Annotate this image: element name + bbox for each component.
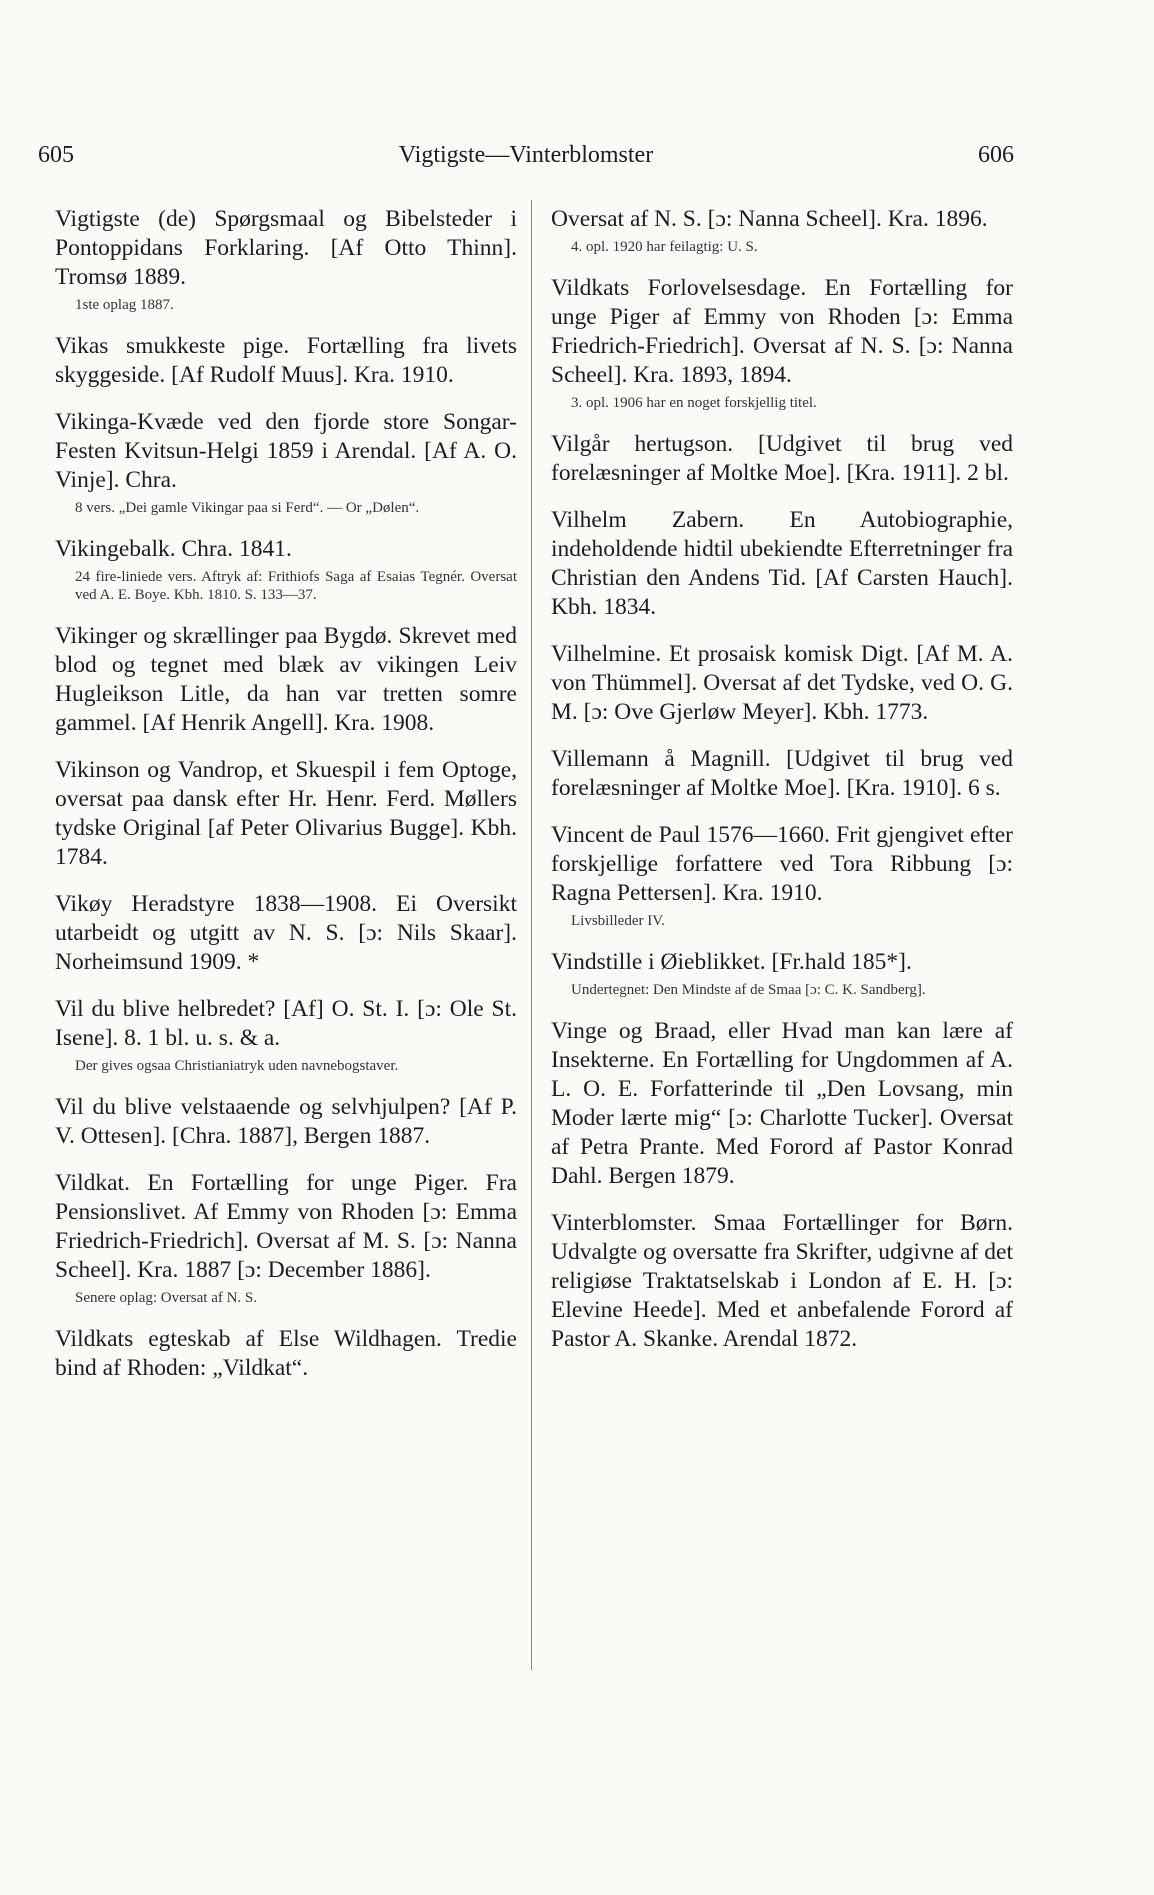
- entry-text: Vil du blive velstaaende og selvhjulpen? [Af P. V. Ottesen]. [Chra. 1887], Bergen 1887.: [55, 1094, 517, 1149]
- entry-text: Vilgår hertugson. [Udgivet til brug ved forelæsninger af Moltke Moe]. [Kra. 1911]. 2 bl.: [551, 431, 1013, 486]
- entry-note: 1ste oplag 1887.: [75, 297, 174, 313]
- entry-text: Vinterblomster. Smaa Fortællinger for Børn. Udvalgte og oversatte fra Skrifter, udgivne af det religiøse Traktatselskab i London af E. H. [ɔ: Elevine Heede]. Med et anbefalende Forord af Pastor A. Skanke. Arendal 1872.: [551, 1210, 1013, 1352]
- catalog-entry: [55, 1093, 517, 1151]
- entry-note: Undertegnet: Den Mindste af de Smaa [ɔ: C. K. Sandberg].: [571, 982, 926, 998]
- entry-text: Vilhelm Zabern. En Autobiographie, indeholdende hidtil ubekiendte Efterretninger fra Christian den Andens Tid. [Af Carsten Hauch]. Kbh. 1834.: [551, 507, 1013, 620]
- entry-note: Senere oplag: Oversat af N. S.: [75, 1290, 258, 1306]
- catalog-entry: [551, 745, 1013, 803]
- entry-text: Vildkats Forlovelsesdage. En Fortælling for unge Piger af Emmy von Rhoden [ɔ: Emma Friedrich-Friedrich]. Oversat af N. S. [ɔ: Nanna Scheel]. Kra. 1893, 1894.: [551, 275, 1013, 388]
- entry-text: Vikingebalk. Chra. 1841.: [55, 536, 292, 562]
- entry-text: Vikas smukkeste pige. Fortælling fra livets skyggeside. [Af Rudolf Muus]. Kra. 1910.: [55, 333, 517, 388]
- entry-text: Vikinson og Vandrop, et Skuespil i fem Optoge, oversat paa dansk efter Hr. Henr. Ferd. Møllers tydske Original [af Peter Olivarius Bugge]. Kbh. 1784.: [55, 757, 517, 870]
- catalog-entry: [55, 535, 517, 604]
- entry-text: Vigtigste (de) Spørgsmaal og Bibelsteder i Pontoppidans Forklaring. [Af Otto Thinn]. Tromsø 1889.: [55, 206, 517, 290]
- catalog-entry: [55, 205, 517, 314]
- catalog-entry: [55, 1325, 517, 1383]
- column-divider: [531, 200, 532, 1670]
- entry-note: 8 vers. „Dei gamle Vikingar paa si Ferd“. — Or „Dølen“.: [75, 500, 420, 516]
- entry-note: 24 fire-liniede vers. Aftryk af: Frithiofs Saga af Esaias Tegnér. Oversat ved A. E. Boye. Kbh. 1810. S. 133—37.: [75, 569, 517, 603]
- catalog-entry: [551, 1017, 1013, 1191]
- catalog-entry: [55, 756, 517, 872]
- entry-text: Vildkat. En Fortælling for unge Piger. Fra Pensionslivet. Af Emmy von Rhoden [ɔ: Emma Friedrich-Friedrich]. Oversat af M. S. [ɔ: Nanna Scheel]. Kra. 1887 [ɔ: December 1886].: [55, 1170, 517, 1283]
- entry-text: Vincent de Paul 1576—1660. Frit gjengivet efter forskjellige forfattere ved Tora Ribbung [ɔ: Ragna Pettersen]. Kra. 1910.: [551, 822, 1013, 906]
- catalog-entry: [55, 1169, 517, 1307]
- entry-note: Livsbilleder IV.: [571, 913, 665, 929]
- right-column: [551, 205, 1013, 1372]
- catalog-entry: [551, 948, 1013, 999]
- catalog-entry: [551, 205, 1013, 256]
- catalog-entry: [55, 408, 517, 517]
- catalog-entry: [55, 995, 517, 1075]
- catalog-entry: [551, 430, 1013, 488]
- entry-text: Vikinga-Kvæde ved den fjorde store Songar-Festen Kvitsun-Helgi 1859 i Arendal. [Af A. O. Vinje]. Chra.: [55, 409, 517, 493]
- entry-text: Vindstille i Øieblikket. [Fr.hald 185*].: [551, 949, 912, 975]
- entry-note: 3. opl. 1906 har en noget forskjellig titel.: [571, 395, 817, 411]
- catalog-entry: [551, 506, 1013, 622]
- page-number-right: 606: [978, 142, 1014, 168]
- running-title: Vigtigste—Vinterblomster: [398, 142, 654, 168]
- catalog-entry: [55, 622, 517, 738]
- catalog-entry: [551, 821, 1013, 930]
- catalog-entry: [551, 640, 1013, 727]
- entry-note: Der gives ogsaa Christianiatryk uden navnebogstaver.: [75, 1058, 399, 1074]
- entry-text: Vikøy Heradstyre 1838—1908. Ei Oversikt utarbeidt og utgitt av N. S. [ɔ: Nils Skaar]. Norheimsund 1909. *: [55, 891, 517, 975]
- catalog-entry: [55, 332, 517, 390]
- entry-text: Oversat af N. S. [ɔ: Nanna Scheel]. Kra. 1896.: [551, 206, 988, 232]
- entry-text: Villemann å Magnill. [Udgivet til brug ved forelæsninger af Moltke Moe]. [Kra. 1910]. 6 s.: [551, 746, 1013, 801]
- entry-note: 4. opl. 1920 har feilagtig: U. S.: [571, 239, 758, 255]
- catalog-entry: [551, 274, 1013, 412]
- entry-text: Vilhelmine. Et prosaisk komisk Digt. [Af M. A. von Thümmel]. Oversat af det Tydske, ved O. G. M. [ɔ: Ove Gjerløw Meyer]. Kbh. 1773.: [551, 641, 1013, 725]
- left-column: [55, 205, 517, 1401]
- entry-text: Vikinger og skrællinger paa Bygdø. Skrevet med blod og tegnet med blæk av vikingen Leiv Hugleikson Litle, da han var tretten somre gammel. [Af Henrik Angell]. Kra. 1908.: [55, 623, 517, 736]
- catalog-entry: [551, 1209, 1013, 1354]
- catalog-entry: [55, 890, 517, 977]
- page-number-left: 605: [38, 142, 74, 168]
- entry-text: Vil du blive helbredet? [Af] O. St. I. [ɔ: Ole St. Isene]. 8. 1 bl. u. s. & a.: [55, 996, 517, 1051]
- page-header: [38, 142, 1014, 176]
- entry-text: Vildkats egteskab af Else Wildhagen. Tredie bind af Rhoden: „Vildkat“.: [55, 1326, 517, 1381]
- entry-text: Vinge og Braad, eller Hvad man kan lære af Insekterne. En Fortælling for Ungdommen af A. L. O. E. Forfatterinde til „Den Lovsang, min Moder lærte mig“ [ɔ: Charlotte Tucker]. Oversat af Petra Prante. Med Forord af Pastor Konrad Dahl. Bergen 1879.: [551, 1018, 1013, 1189]
